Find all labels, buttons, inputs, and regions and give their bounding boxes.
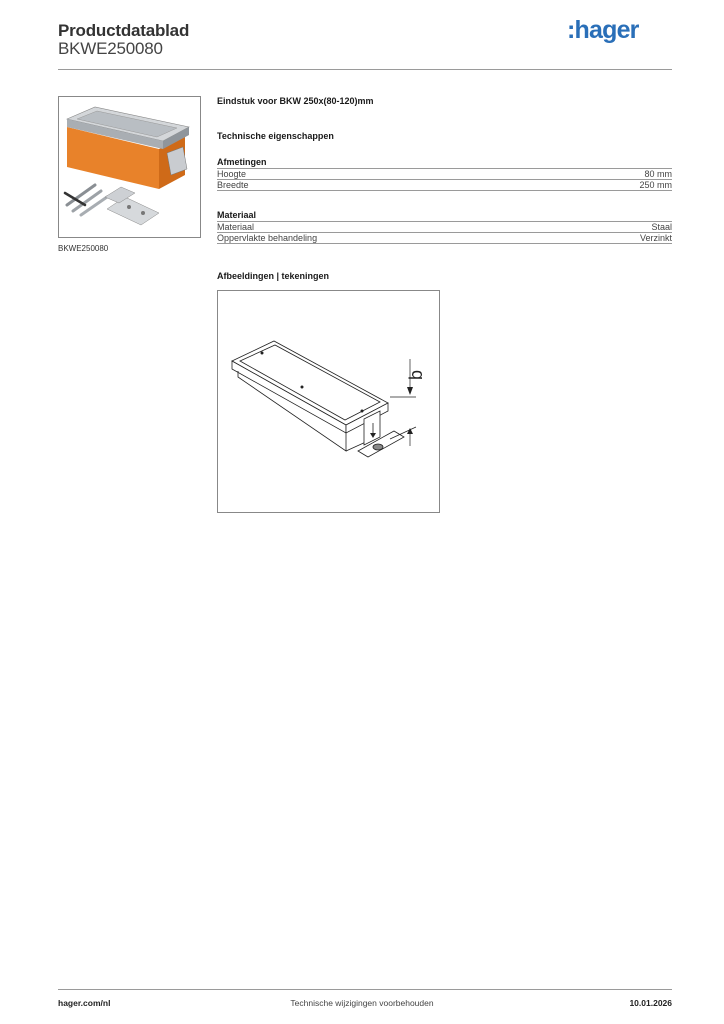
spec-value: Staal: [651, 222, 672, 232]
spec-row: [217, 233, 672, 244]
footer-divider: [58, 989, 672, 990]
spec-value: Verzinkt: [639, 233, 672, 243]
product-photo-illustration: [59, 97, 200, 237]
spec-label: Hoogte: [217, 169, 247, 179]
spec-row: [217, 169, 672, 180]
spec-label: Breedte: [217, 180, 249, 190]
logo-prefix: :: [567, 16, 575, 44]
technical-drawing: [217, 290, 440, 513]
footer-website[interactable]: hager.com/nl: [58, 998, 111, 1008]
technical-drawing-illustration: [218, 291, 439, 512]
header-divider: [58, 69, 672, 70]
footer-disclaimer: Technische wijzigingen voorbehouden: [290, 998, 434, 1008]
product-code: BKWE250080: [58, 39, 163, 58]
logo-text: hager: [574, 16, 639, 44]
footer-date: 10.01.2026: [629, 998, 672, 1008]
dimension-label: b: [406, 369, 426, 381]
product-photo: [58, 96, 201, 238]
section-title: Technische eigenschappen: [217, 131, 334, 141]
hager-logo: [567, 16, 639, 45]
spec-row: [217, 222, 672, 233]
group-heading: Materiaal: [217, 210, 672, 222]
product-name: Eindstuk voor BKW 250x(80-120)mm: [217, 96, 374, 106]
spec-value: 80 mm: [644, 169, 672, 179]
spec-label: Oppervlakte behandeling: [217, 233, 318, 243]
spec-value: 250 mm: [639, 180, 672, 190]
group-heading: Afmetingen: [217, 157, 672, 169]
photo-caption: BKWE250080: [58, 244, 109, 253]
document-title: Productdatablad: [58, 21, 190, 40]
group-materiaal: [217, 210, 672, 244]
spec-label: Materiaal: [217, 222, 255, 232]
drawings-title: Afbeeldingen | tekeningen: [217, 271, 330, 281]
group-afmetingen: [217, 157, 672, 191]
spec-row: [217, 180, 672, 191]
